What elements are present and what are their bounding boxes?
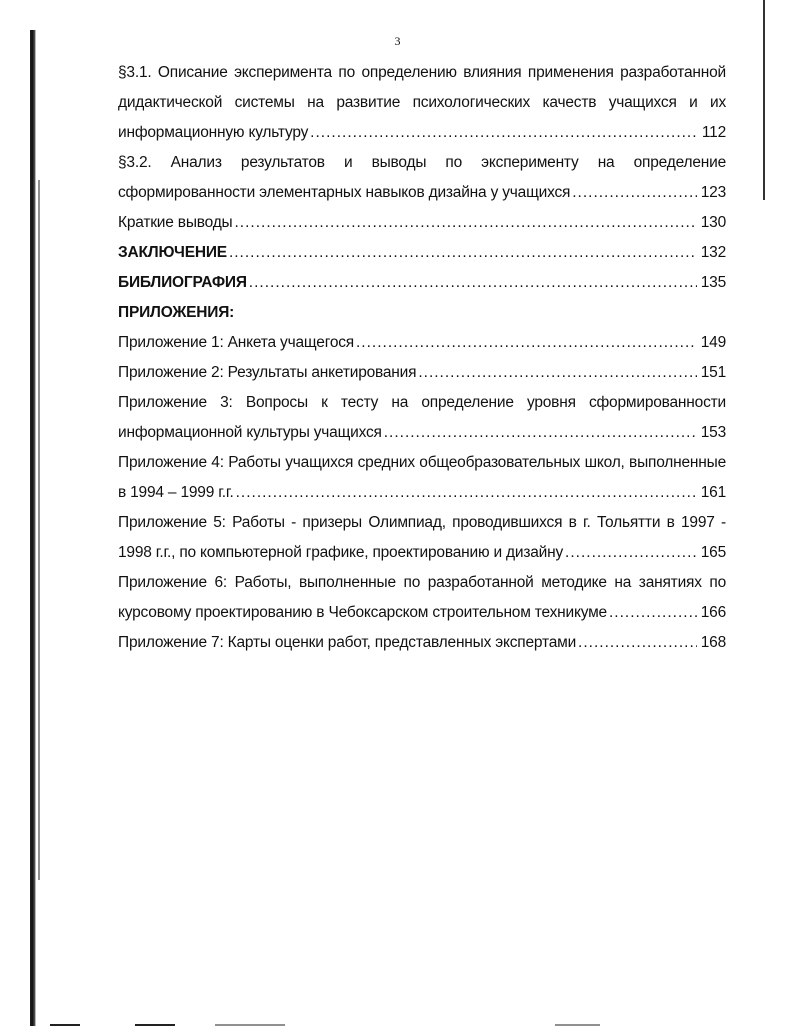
toc-entry-brief <box>118 208 726 238</box>
toc-page-number: 165 <box>700 544 726 561</box>
toc-page-number: 123 <box>700 184 726 201</box>
toc-entry-app5 <box>118 538 726 568</box>
toc-entry-title: информационной культуры учащихся <box>118 424 382 441</box>
scan-edge-right <box>763 0 765 200</box>
page-number: 3 <box>394 34 401 48</box>
toc-s31-line1: §3.1. Описание эксперимента по определению влияния применения разработанной <box>118 64 726 81</box>
dot-leader <box>578 628 697 658</box>
toc-entry-title: курсовому проектированию в Чебоксарском строительном техникуме <box>118 604 607 621</box>
toc-entry-title: Краткие выводы <box>118 214 233 231</box>
toc-page-number: 168 <box>700 634 726 651</box>
toc-entry-title: Приложение 2: Результаты анкетирования <box>118 364 417 381</box>
scan-edge-left-inner <box>38 180 40 880</box>
dot-leader <box>565 538 697 568</box>
toc-entry-title: ЗАКЛЮЧЕНИЕ <box>118 244 227 261</box>
dot-leader <box>249 268 697 298</box>
dot-leader <box>235 208 697 238</box>
toc-s32-line1: §3.2. Анализ результатов и выводы по эксперименту на определение <box>118 154 726 171</box>
toc-entry-app7 <box>118 628 726 658</box>
toc-entry-app6 <box>118 598 726 628</box>
dot-leader <box>384 418 697 448</box>
scan-edge-left <box>30 30 36 1026</box>
toc-page-number: 149 <box>700 334 726 351</box>
toc-page-number: 132 <box>700 244 726 261</box>
toc-entry-app3 <box>118 418 726 448</box>
toc-page-number: 112 <box>701 124 726 141</box>
toc-page-number: 153 <box>700 424 726 441</box>
toc-entry-title: 1998 г.г., по компьютерной графике, проектированию и дизайну <box>118 544 564 561</box>
toc-page-number: 166 <box>700 604 726 621</box>
toc-page-number: 130 <box>700 214 726 231</box>
toc-entry-s31 <box>118 118 726 148</box>
toc-entry-app4 <box>118 478 726 508</box>
toc-entry-title: в 1994 – 1999 г.г. <box>118 484 234 501</box>
dot-leader <box>572 178 697 208</box>
appendices-heading: ПРИЛОЖЕНИЯ: <box>118 304 235 321</box>
toc-entry-s32 <box>118 178 726 208</box>
toc-app3-line1: Приложение 3: Вопросы к тесту на определение уровня сформированности <box>118 394 726 411</box>
toc-s31-line2: дидактической системы на развитие психологических качеств учащихся и их <box>118 94 726 111</box>
toc-entry-title: информационную культуру <box>118 124 309 141</box>
dot-leader <box>609 598 697 628</box>
toc-entry-title: сформированности элементарных навыков дизайна у учащихся <box>118 184 571 201</box>
dot-leader <box>236 478 697 508</box>
toc-entry-bibliography <box>118 268 726 298</box>
dot-leader <box>229 238 697 268</box>
toc-page-number: 151 <box>700 364 726 381</box>
toc-entry-title: Приложение 1: Анкета учащегося <box>118 334 354 351</box>
toc-entry-app1 <box>118 328 726 358</box>
dot-leader <box>356 328 697 358</box>
toc-page-number: 135 <box>700 274 726 291</box>
toc-entry-title: Приложение 7: Карты оценки работ, представленных экспертами <box>118 634 577 651</box>
toc-app6-line1: Приложение 6: Работы, выполненные по разработанной методике на занятиях по <box>118 574 726 591</box>
dot-leader <box>310 118 698 148</box>
toc-app4-line1: Приложение 4: Работы учащихся средних общеобразовательных школ, выполненные <box>118 454 726 471</box>
toc-entry-conclusion <box>118 238 726 268</box>
toc-app5-line1: Приложение 5: Работы - призеры Олимпиад, проводившихся в г. Тольятти в 1997 - <box>118 514 726 531</box>
toc-entry-title: БИБЛИОГРАФИЯ <box>118 274 247 291</box>
table-of-contents <box>118 58 726 658</box>
toc-page-number: 161 <box>700 484 726 501</box>
toc-entry-app2 <box>118 358 726 388</box>
dot-leader <box>418 358 696 388</box>
